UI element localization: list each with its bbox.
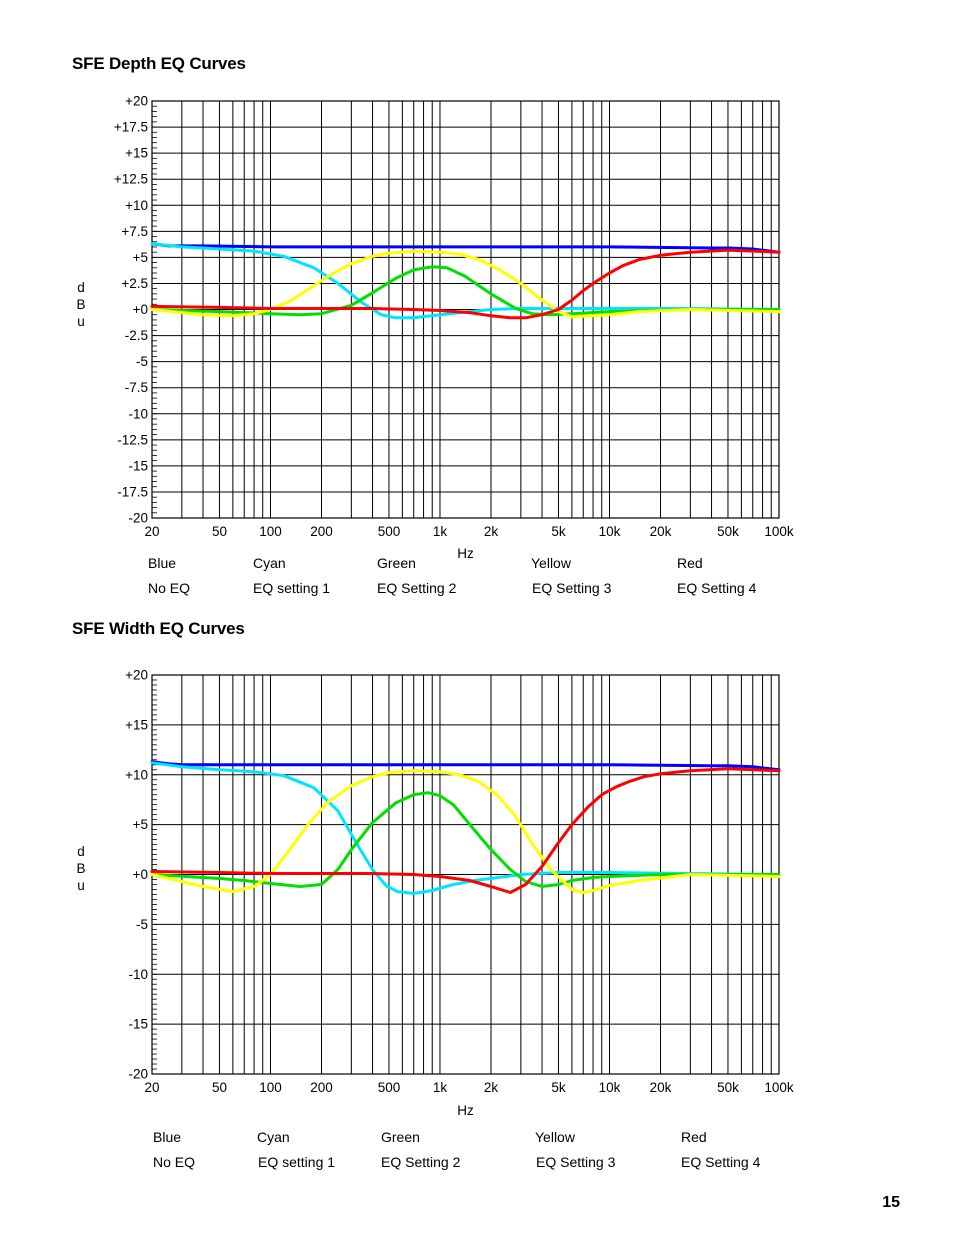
legend-setting-blue: No EQ	[153, 1154, 196, 1170]
legend-color-cyan: Cyan	[253, 555, 286, 571]
x-tick-label: 100	[259, 524, 282, 539]
y-axis-label: d B u	[76, 844, 86, 893]
x-tick-label: 20k	[649, 1080, 672, 1095]
y-tick-label: +10	[125, 197, 148, 213]
y-tick-label: +17.5	[113, 119, 148, 135]
y-tick-label: -5	[135, 916, 148, 932]
y-tick-label: -15	[128, 458, 148, 474]
legend-color-blue: Blue	[153, 1129, 182, 1145]
y-tick-label: +20	[125, 667, 148, 683]
y-tick-label: -20	[128, 1066, 148, 1082]
x-tick-label: 50k	[717, 1080, 739, 1095]
y-tick-label: +7.5	[121, 223, 148, 239]
legend-color-red: Red	[681, 1129, 707, 1145]
x-tick-label: 1k	[432, 524, 448, 539]
legend-setting-red: EQ Setting 4	[681, 1154, 761, 1170]
y-tick-label: +5	[132, 817, 148, 833]
x-tick-label: 50	[211, 524, 227, 539]
x-axis-label: Hz	[457, 546, 474, 560]
x-tick-label: 100k	[764, 524, 794, 539]
x-tick-label: 1k	[432, 1080, 448, 1095]
width-chart-title: SFE Width EQ Curves	[72, 619, 245, 638]
legend-color-red: Red	[677, 555, 703, 571]
y-tick-label: +15	[125, 717, 148, 733]
y-tick-label: -12.5	[117, 432, 148, 448]
series-line	[152, 762, 779, 770]
y-tick-label: +2.5	[121, 275, 148, 291]
y-tick-label: -10	[128, 406, 148, 422]
y-tick-label: -17.5	[117, 484, 148, 500]
x-tick-label: 50k	[717, 524, 739, 539]
y-tick-label: -5	[135, 354, 148, 370]
x-tick-label: 2k	[483, 1080, 499, 1095]
page-number: 15	[882, 1194, 900, 1211]
legend-color-yellow: Yellow	[535, 1129, 575, 1145]
legend-setting-green: EQ Setting 2	[381, 1154, 461, 1170]
depth-chart-title: SFE Depth EQ Curves	[72, 54, 246, 73]
y-tick-label: -10	[128, 966, 148, 982]
y-tick-label: +5	[132, 249, 148, 265]
x-tick-label: 5k	[551, 1080, 566, 1095]
legend-setting-blue: No EQ	[148, 580, 191, 596]
legend-color-blue: Blue	[148, 555, 177, 571]
legend-setting-cyan: EQ setting 1	[258, 1154, 336, 1170]
legend-setting-cyan: EQ setting 1	[253, 580, 331, 596]
y-tick-label: +0	[132, 302, 148, 317]
x-tick-label: 20k	[649, 524, 672, 539]
y-tick-label: +10	[125, 767, 148, 783]
x-tick-label: 20	[144, 1080, 160, 1095]
y-tick-label: +0	[132, 867, 148, 882]
legend-color-cyan: Cyan	[257, 1129, 290, 1145]
y-tick-label: +15	[125, 145, 148, 161]
x-tick-label: 100	[259, 1080, 282, 1095]
x-tick-label: 5k	[551, 524, 566, 539]
legend-setting-yellow: EQ Setting 3	[532, 580, 612, 596]
x-tick-label: 200	[310, 1080, 333, 1095]
y-tick-label: -15	[128, 1016, 148, 1032]
x-tick-label: 500	[377, 524, 401, 539]
y-tick-label: +12.5	[113, 171, 148, 187]
y-axis-label: d B u	[76, 280, 86, 329]
x-tick-label: 20	[144, 524, 160, 539]
x-tick-label: 500	[377, 1080, 401, 1095]
x-tick-label: 200	[310, 524, 333, 539]
legend-color-green: Green	[377, 555, 416, 571]
legend-color-green: Green	[381, 1129, 420, 1145]
legend-color-yellow: Yellow	[531, 555, 571, 571]
x-tick-label: 2k	[483, 524, 499, 539]
legend-setting-red: EQ Setting 4	[677, 580, 757, 596]
x-tick-label: 10k	[598, 1080, 621, 1095]
y-tick-label: -2.5	[124, 328, 148, 344]
y-tick-label: -7.5	[124, 380, 148, 396]
y-tick-label: +20	[125, 93, 148, 109]
legend-setting-yellow: EQ Setting 3	[536, 1154, 616, 1170]
x-tick-label: 50	[211, 1080, 227, 1095]
legend-setting-green: EQ Setting 2	[377, 580, 457, 596]
x-axis-label: Hz	[457, 1103, 474, 1118]
x-tick-label: 100k	[764, 1080, 794, 1095]
x-tick-label: 10k	[598, 524, 621, 539]
y-tick-label: -20	[128, 510, 148, 526]
